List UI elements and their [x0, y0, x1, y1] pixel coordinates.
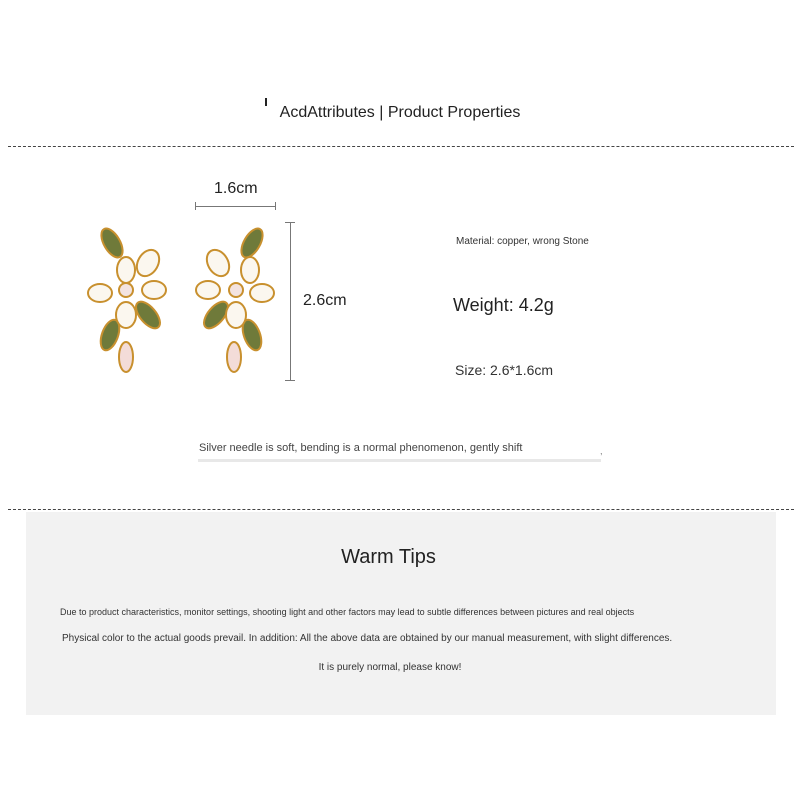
note-mark: ,: [600, 446, 603, 456]
width-dimension-tick-left: [195, 202, 196, 210]
divider-bottom: [8, 509, 794, 510]
size-text: Size: 2.6*1.6cm: [455, 362, 554, 378]
width-dimension-line: [195, 206, 275, 207]
width-label: 1.6cm: [214, 180, 258, 197]
warm-tips-title: Warm Tips: [341, 546, 436, 568]
height-label: 2.6cm: [303, 292, 347, 309]
tips-line-2: Physical color to the actual goods prevail. In addition: All the above data are obtained by our manual measurement, with slight differences.: [62, 633, 673, 644]
earring-right-image: [190, 215, 285, 385]
tips-line-1: Due to product characteristics, monitor settings, shooting light and other factors may lead to subtle differences between pictures and real objects: [60, 607, 635, 617]
page-title: AcdAttributes | Product Properties: [279, 104, 521, 121]
height-dimension-line: [290, 222, 291, 380]
width-dimension-tick-right: [275, 202, 276, 210]
needle-note: Silver needle is soft, bending is a normal phenomenon, gently shift: [199, 442, 523, 454]
divider-top: [8, 146, 794, 147]
weight-text: Weight: 4.2g: [453, 295, 554, 315]
note-underline: [198, 459, 601, 462]
material-text: Material: copper, wrong Stone: [456, 236, 589, 247]
tips-line-3: It is purely normal, please know!: [318, 662, 462, 673]
earring-left-image: [80, 215, 175, 385]
height-dimension-tick-bottom: [285, 380, 295, 381]
height-dimension-tick-top: [285, 222, 295, 223]
